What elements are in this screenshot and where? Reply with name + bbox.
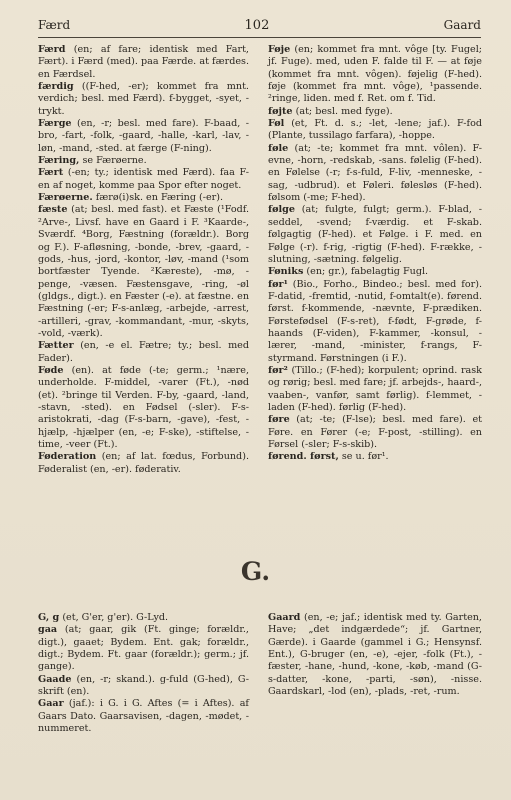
dictionary-entry xyxy=(38,340,249,365)
entry-headword: føre xyxy=(268,414,290,426)
section-letter: G. xyxy=(240,557,271,586)
entry-headword: Gaade xyxy=(38,673,72,685)
entry-definition: (en; af fare; identisk med Fart, Fært). i Færd (med). paa Færde. at færdes. en Færdsel. xyxy=(38,44,249,80)
dictionary-entry xyxy=(38,44,249,81)
dictionary-entry xyxy=(268,44,482,106)
entry-definition: (Tillo.; (F-hed); korpulent; oprind. rask og rørig; besl. med fare; jf. arbejds-, haard-, vaaben-, vanfør, samt førlig). f-lemmet, -laden (F-hed). førlig (F-hed). xyxy=(268,364,482,413)
dictionary-entry xyxy=(38,118,249,155)
entry-headword: Føde xyxy=(38,364,64,376)
dictionary-entry xyxy=(268,106,482,118)
entry-definition: (Bio., Forho., Bindeo.; besl. med for). F-datid, -fremtid, -nutid, f-omtalt(e). førend. først. f-kommende, -nævnte, F-prædiken. Førstefødsel (F-s-ret), f-født, F-grøde, f-haands (F-viden), F-kammer, -konsul, -lærer, -mand, -minister, f-rangs, F-styrmand. Førstningen (i F.). xyxy=(268,278,482,364)
entry-definition: (en; af lat. fœdus, Forbund). Føderalist (en, -er). føderativ. xyxy=(38,451,249,475)
dictionary-entry xyxy=(268,266,482,278)
entry-definition: (en, -r; besl. med fare). F-baad, -bro, -fart, -folk, -gaard, -halle, -karl, -lav, -løn, -mand, -sted. at færge (F-ning). xyxy=(38,118,249,154)
entry-definition: (en, -r; skand.). g-fuld (G-hed), G-skrift (en). xyxy=(38,673,249,698)
entry-definition: færø(i)sk. en Færing (-er). xyxy=(95,192,224,204)
dictionary-entry xyxy=(38,204,249,340)
entry-definition: (en, -e el. Fætre; ty.; besl. med Fader). xyxy=(38,340,249,364)
bottom-left-column xyxy=(38,612,249,735)
entry-headword: Fært xyxy=(38,167,64,179)
dictionary-entry xyxy=(38,155,249,167)
entry-headword: Færd xyxy=(38,44,66,55)
dictionary-entry xyxy=(38,451,249,476)
entry-headword: Føl xyxy=(268,118,285,130)
dictionary-entry xyxy=(38,365,249,451)
page-header xyxy=(38,18,481,33)
entry-headword: førend. først, xyxy=(268,451,339,463)
right-column xyxy=(268,44,482,464)
dictionary-entry xyxy=(38,624,249,673)
entry-definition: se Færøerne. xyxy=(82,155,147,167)
dictionary-entry xyxy=(38,674,249,699)
entry-definition: (at; fulgte, fulgt; germ.). F-blad, -seddel, -svend; f-værdig. et F-skab. følgagtig (F-hed). et Følge. i F. med. en Følge (-r). f-rig, -rigtig (F-hed). F-række, -slutning, -sætning. følgelig. xyxy=(268,204,482,265)
entry-headword: fæste xyxy=(38,204,68,216)
entry-headword: Fætter xyxy=(38,340,74,352)
dictionary-entry xyxy=(38,81,249,118)
entry-definition: (et, G'er, g'er). G-Lyd. xyxy=(62,612,169,623)
entry-definition: (jaf.): i G. i G. Aftes (= i Aftes). af Gaars Dato. Gaarsavisen, -dagen, -mødet, -nummeret. xyxy=(38,698,249,735)
entry-definition: (at; -te; (F-lse); besl. med fare). et Føre. en Fører (-e; F-post, -stilling). en Førsel (-sler; F-s-skib). xyxy=(268,414,482,450)
entry-definition: (en; gr.), fabelagtig Fugl. xyxy=(306,266,429,278)
entry-headword: gaa xyxy=(38,624,58,636)
entry-definition: (en, -e; jaf.; identisk med ty. Garten, Have; „det indgærdede“; jf. Gartner, Gærde). i Gaarde (gammel i G.; Hensynsf. Ent.), G-bruger (en, -e), -ejer, -folk (Ft.), -fæster, -hane, -hund, -kone, -køb, -mand (G-s-datter, -kone, -parti, -søn), -nisse. Gaardskarl, -lod (en), -plads, -ret, -rum. xyxy=(268,612,482,698)
header-rule xyxy=(38,37,481,38)
dictionary-entry xyxy=(268,365,482,414)
dictionary-entry xyxy=(268,118,482,143)
entry-definition: (en). at føde (-te; germ.; ¹nære, underholde. F-middel, -varer (Ft.), -nød (et). ²bringe til Verden. F-by, -gaard, -land, -stavn, -sted). en Fødsel (-sler). F-s-aristokrati, -dag (F-s-barn, -gave), -fest, -hjælp, -hjælper (en, -e; F-ske), -stiftelse, -time, -veer (Ft.). xyxy=(38,364,249,450)
dictionary-entry xyxy=(268,279,482,365)
entry-definition: (en; kommet fra mnt. vôge [ty. Fugel; jf. Fuge). med, uden F. falde til F. — at føje (kommet fra mnt. vôgen). føjelig (F-hed). føje (kommet fra mnt. vôge), ¹passende. ²ringe, liden. med f. Ret. om f. Tid. xyxy=(268,44,482,105)
entry-definition: (-en; ty.; identisk med Færd). faa F-en af noget, komme paa Spor efter noget. xyxy=(38,167,249,191)
dictionary-entry xyxy=(268,204,482,266)
entry-definition: (at; besl. med fyge). xyxy=(295,105,393,117)
dictionary-entry xyxy=(268,612,482,698)
entry-headword: Føje xyxy=(268,44,291,55)
entry-headword: Føderation xyxy=(38,451,97,463)
entry-headword: føle xyxy=(268,142,289,154)
entry-definition: (et, Ft. d. s.; -let, -lene; jaf.). F-fod (Plante, tussilago farfara), -hoppe. xyxy=(268,118,482,142)
running-head-right: Gaard xyxy=(443,18,481,32)
entry-headword: før¹ xyxy=(268,278,288,290)
left-column xyxy=(38,44,249,476)
entry-headword: Færøerne. xyxy=(38,192,93,204)
entry-headword: Gaard xyxy=(268,612,301,623)
entry-headword: Gaar xyxy=(38,698,64,710)
entry-headword: Føniks xyxy=(268,266,304,278)
entry-headword: færdig xyxy=(38,81,74,93)
entry-definition: ((F-hed, -er); kommet fra mnt. verdich; besl. med Færd). f-bygget, -syet, -trykt. xyxy=(38,81,249,117)
dictionary-entry xyxy=(268,451,482,463)
dictionary-entry xyxy=(38,192,249,204)
entry-headword: før² xyxy=(268,364,288,376)
entry-headword: føjte xyxy=(268,105,293,117)
dictionary-entry xyxy=(268,414,482,451)
dictionary-entry xyxy=(38,612,249,624)
bottom-right-column xyxy=(268,612,482,698)
entry-headword: G, g xyxy=(38,612,60,623)
entry-definition: (at; besl. med fast). et Fæste (¹Fodf. ²Arve-, Livsf. have en Gaard i F. ³Kaarde-, Sværdf. ⁴Borg, Fæstning (forældr.). Borg og F.). F-afløsning, -bonde, -brev, -gaard, -gods, -hus, -jord, -kontor, -løv, -mand (¹som bortfæster Tyende. ²Kæreste), -mø, -penge, -væsen. Fæstensgave, -ring, -øl (gldgs., digt.). en Fæster (-e). at fæstne. en Fæstning (-er; F-s-anlæg, -arbejde, -arrest, -artilleri, -grav, -kommandant, -mur, -skyts, -vold, -værk). xyxy=(38,204,250,339)
dictionary-entry xyxy=(38,698,249,735)
entry-headword: Færge xyxy=(38,118,72,130)
page-number: 102 xyxy=(244,18,270,33)
entry-headword: Færing, xyxy=(38,155,80,167)
entry-definition: (at; gaar, gik (Ft. ginge; forældr., digt.), gaaet; Bydem. Ent. gak; forældr., digt.; Bydem. Ft. gaar (forældr.); germ.; jf. gange). xyxy=(38,624,249,673)
dictionary-entry xyxy=(38,167,249,192)
entry-definition: se u. før¹. xyxy=(341,451,389,463)
running-head-left: Færd xyxy=(38,18,71,32)
entry-definition: (at; -te; kommet fra mnt. vôlen). F-evne, -horn, -redskab, -sans. følelig (F-hed). en Følelse (-r; f-s-fuld, F-liv, -menneske, -sag, -udbrud). et Føleri. følesløs (F-hed). følsom (-me; F-hed). xyxy=(268,142,482,204)
entry-headword: følge xyxy=(268,204,295,216)
dictionary-entry xyxy=(268,143,482,205)
